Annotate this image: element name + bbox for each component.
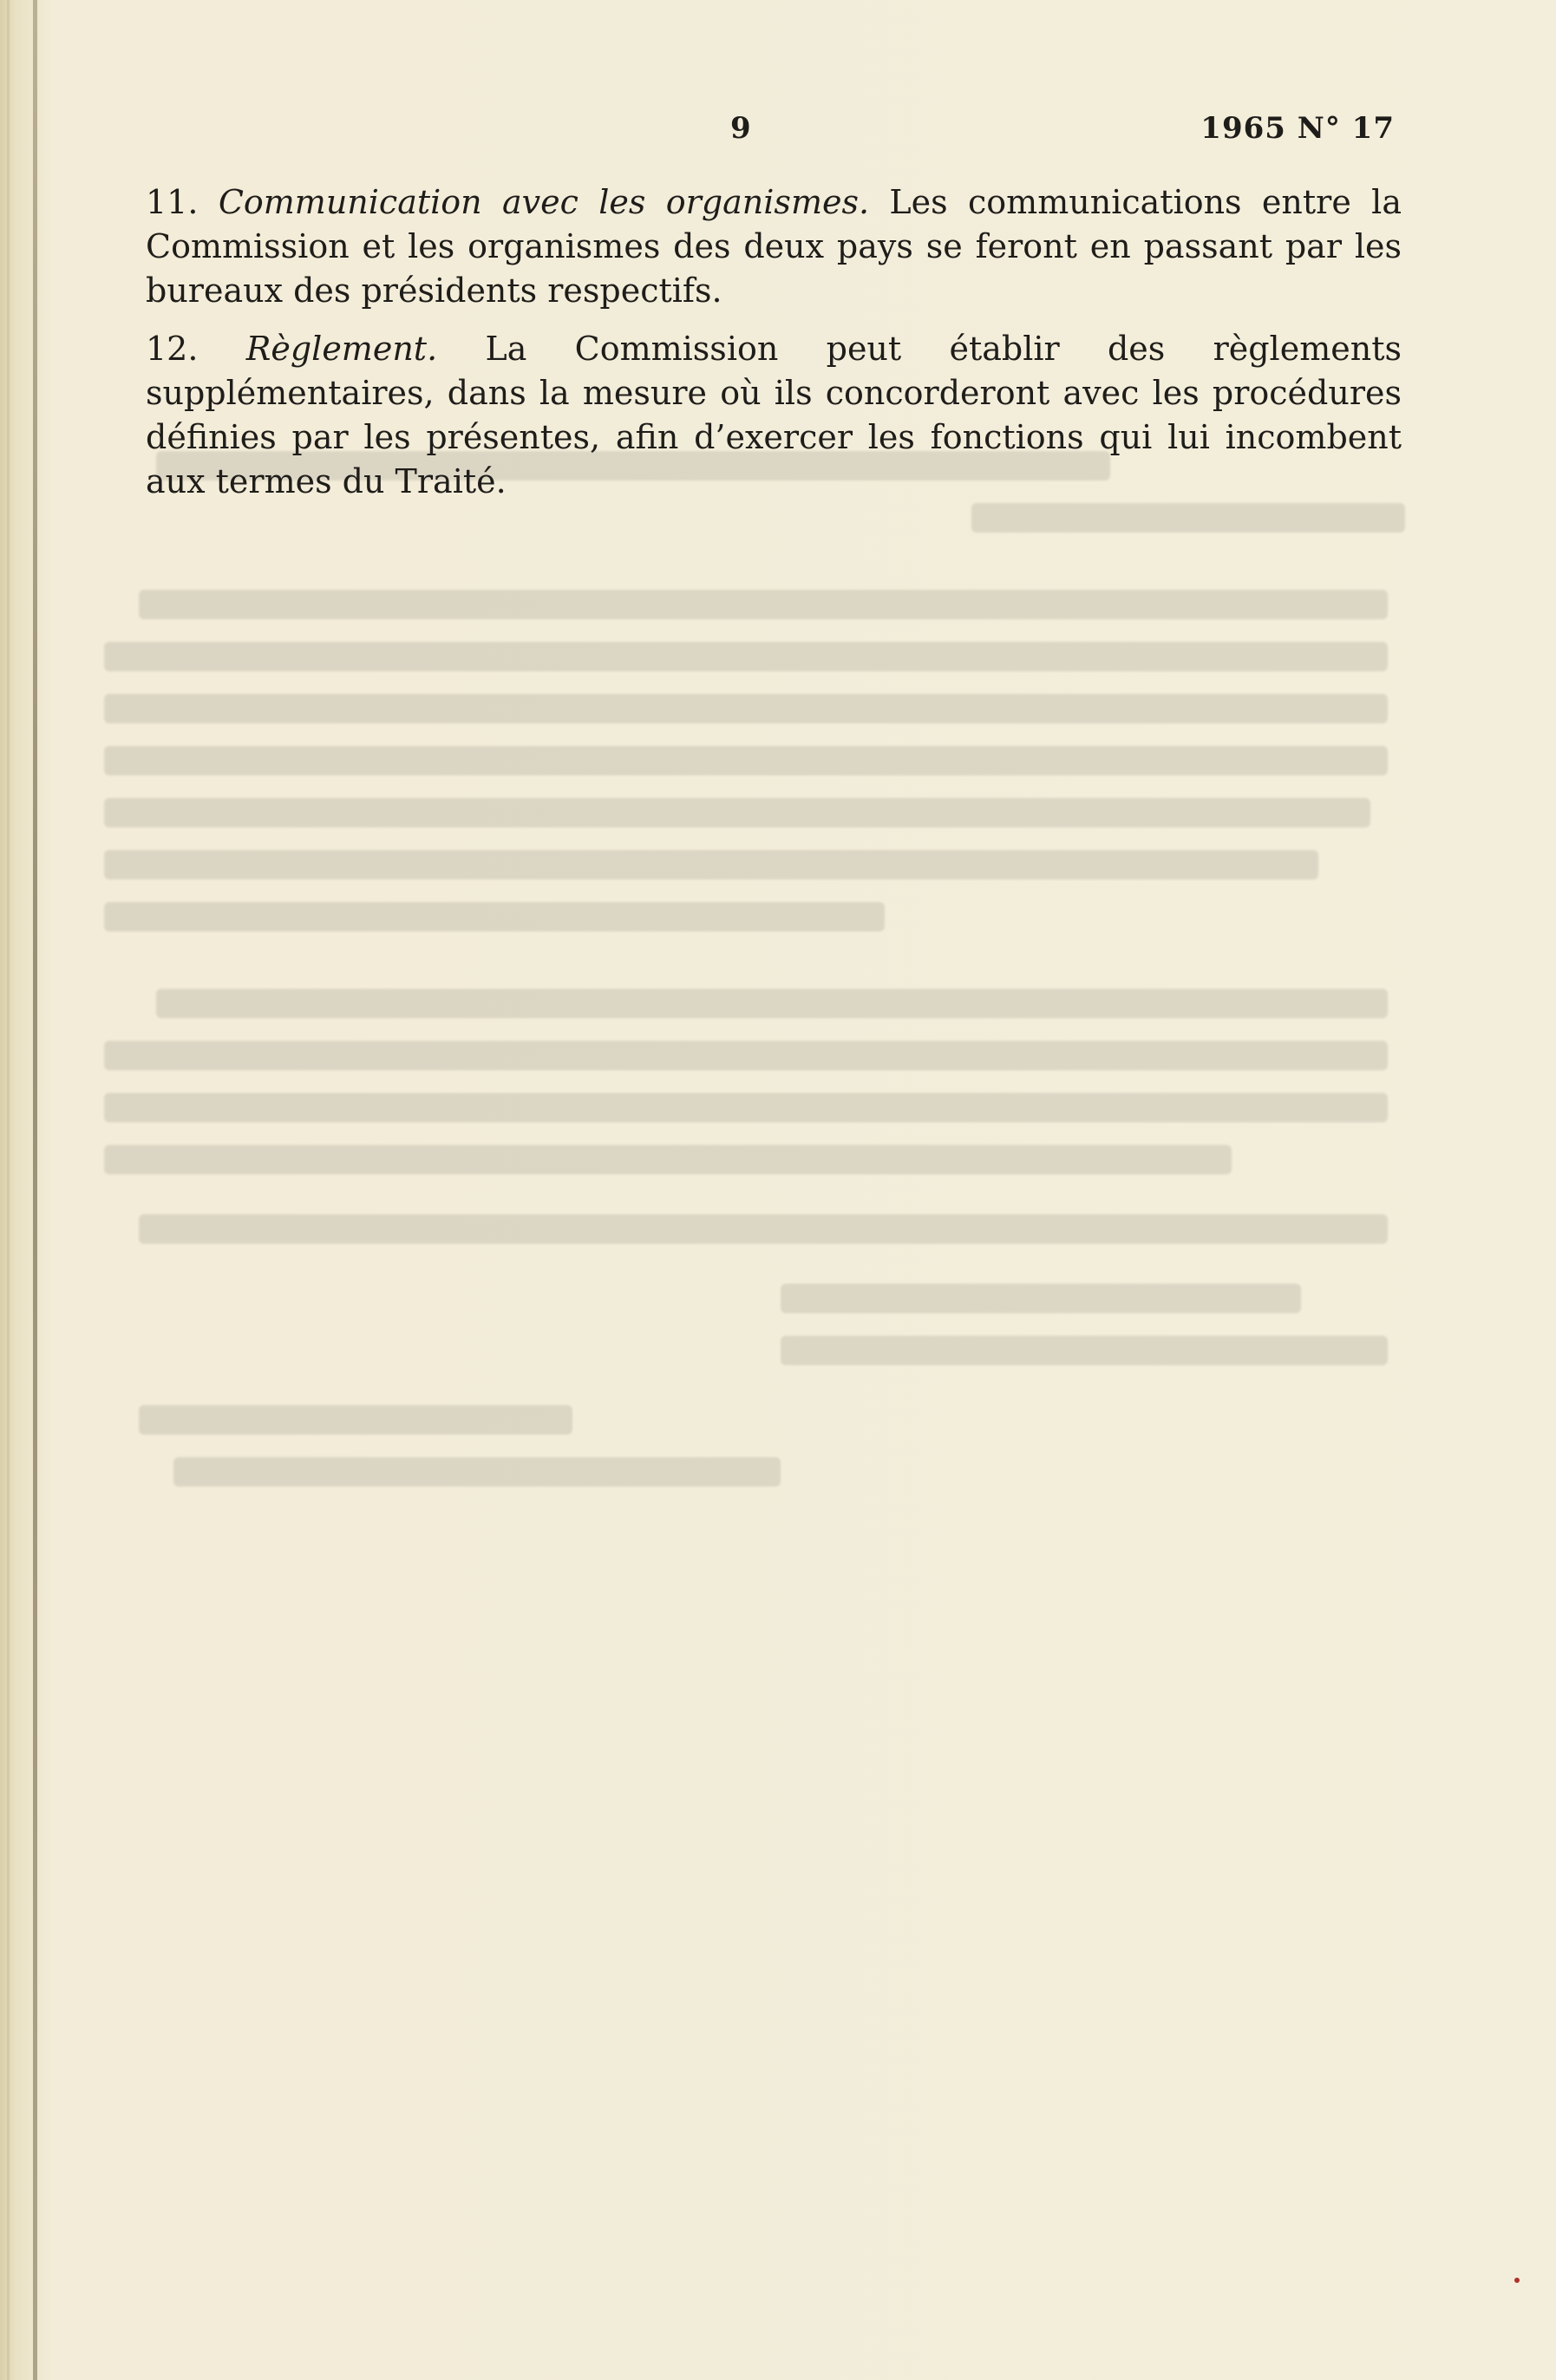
clause-text: La Commission peut établir des règlements supplémentaires, dans la mesure où ils concorderont avec les procédures définies par les présentes, afin d’exercer les fonctions qui lui incombent aux termes du Traité. <box>146 330 1402 500</box>
clause-12 <box>146 327 1402 504</box>
binding-line <box>33 0 37 2380</box>
clause-11 <box>146 180 1402 313</box>
clause-number: 11. <box>146 183 199 221</box>
show-through-text <box>104 451 1422 1492</box>
clause-number: 12. <box>146 330 199 368</box>
body-text <box>146 180 1402 518</box>
document-reference: 1965 N° 17 <box>1200 111 1395 146</box>
clause-heading: Communication avec les organismes. <box>218 183 870 221</box>
clause-text: Les communications entre la Commission et les organismes des deux pays se feront en passant par les bureaux des présidents respectifs. <box>146 183 1402 310</box>
page-header <box>0 111 1556 154</box>
clause-heading: Règlement. <box>245 330 438 368</box>
page-number: 9 <box>730 111 751 146</box>
ink-speck <box>1514 2278 1520 2283</box>
page-edge-line <box>7 0 10 2380</box>
